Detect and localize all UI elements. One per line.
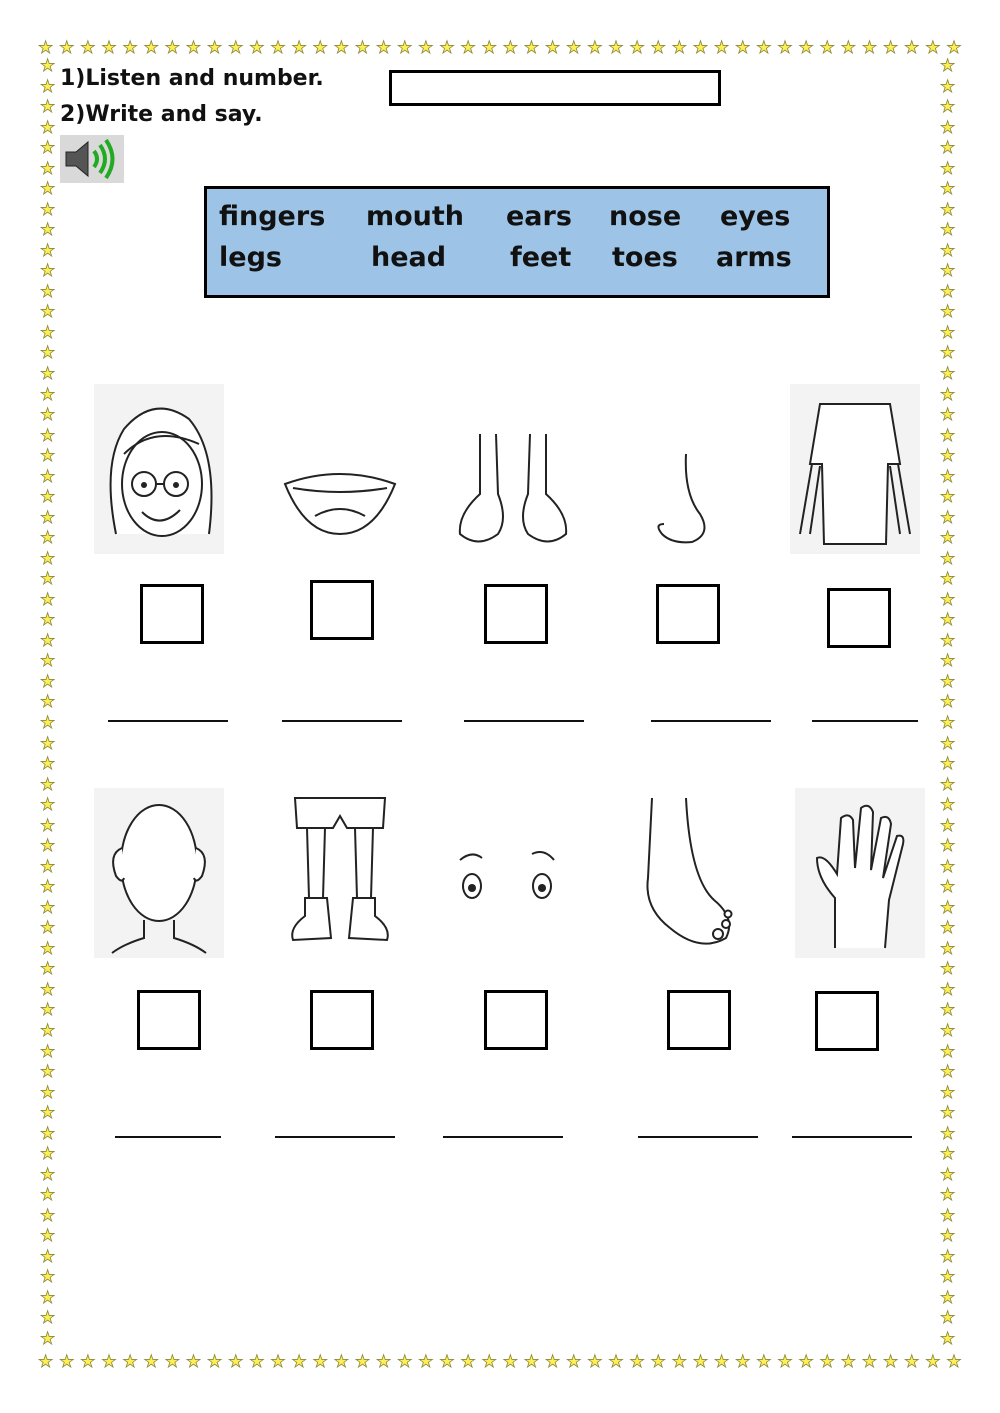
star-icon: ★	[940, 897, 956, 918]
word-bank-word: arms	[716, 242, 792, 273]
star-icon: ★	[354, 38, 371, 58]
star-icon: ★	[40, 1123, 56, 1144]
star-icon: ★	[756, 1352, 772, 1372]
star-icon: ★	[940, 240, 956, 261]
star-icon: ★	[40, 795, 56, 816]
star-icon: ★	[333, 1352, 349, 1372]
star-icon: ★	[798, 1352, 814, 1372]
write-line[interactable]	[812, 720, 918, 722]
star-icon: ★	[819, 1352, 835, 1372]
star-icon: ★	[40, 610, 56, 631]
star-icon: ★	[940, 1103, 956, 1124]
star-icon: ★	[185, 38, 202, 58]
star-icon: ★	[291, 38, 307, 58]
star-icon: ★	[207, 1352, 223, 1372]
star-icon: ★	[940, 1062, 956, 1083]
star-icon: ★	[523, 38, 540, 58]
star-icon: ★	[481, 1352, 497, 1372]
star-icon: ★	[940, 856, 956, 877]
write-line[interactable]	[464, 720, 584, 722]
star-icon: ★	[249, 38, 265, 58]
star-icon: ★	[40, 630, 56, 651]
star-icon: ★	[940, 651, 956, 672]
star-icon: ★	[376, 38, 392, 58]
legs-icon	[275, 788, 405, 958]
star-icon: ★	[629, 38, 645, 58]
star-icon: ★	[40, 754, 56, 775]
star-icon: ★	[59, 38, 75, 58]
star-icon: ★	[40, 138, 56, 159]
star-icon: ★	[40, 1308, 56, 1329]
star-icon: ★	[143, 1352, 159, 1372]
star-icon: ★	[40, 179, 56, 200]
star-icon: ★	[40, 1000, 56, 1021]
star-icon: ★	[940, 1226, 956, 1247]
star-icon: ★	[40, 240, 56, 261]
star-icon: ★	[40, 815, 56, 836]
star-icon: ★	[819, 38, 835, 58]
write-line[interactable]	[651, 720, 771, 722]
star-icon: ★	[40, 220, 56, 241]
star-icon: ★	[38, 38, 54, 58]
star-icon: ★	[940, 692, 956, 713]
star-icon: ★	[940, 363, 956, 384]
star-icon: ★	[40, 199, 56, 220]
star-icon: ★	[40, 117, 56, 138]
star-icon: ★	[940, 343, 956, 364]
star-icon: ★	[940, 405, 956, 426]
star-icon: ★	[228, 1352, 244, 1372]
star-icon: ★	[650, 1352, 666, 1372]
star-icon: ★	[940, 466, 956, 487]
speaker-icon[interactable]	[60, 135, 124, 183]
star-icon: ★	[940, 261, 956, 282]
star-icon: ★	[40, 281, 56, 302]
star-icon: ★	[122, 38, 138, 58]
write-line[interactable]	[275, 1136, 395, 1138]
star-icon: ★	[270, 38, 286, 58]
star-icon: ★	[40, 979, 56, 1000]
star-icon: ★	[333, 38, 349, 58]
write-line[interactable]	[443, 1136, 563, 1138]
word-bank-word: head	[371, 242, 447, 273]
word-bank-word: ears	[506, 201, 572, 232]
star-icon: ★	[40, 836, 56, 857]
star-icon: ★	[940, 425, 956, 446]
star-icon: ★	[940, 733, 956, 754]
number-box[interactable]	[484, 584, 548, 644]
star-icon: ★	[671, 38, 687, 58]
number-box[interactable]	[137, 990, 201, 1050]
star-icon: ★	[940, 610, 956, 631]
star-icon: ★	[940, 322, 956, 343]
star-icon: ★	[40, 322, 56, 343]
star-icon: ★	[40, 363, 56, 384]
star-icon: ★	[502, 38, 518, 58]
star-icon: ★	[940, 1267, 956, 1288]
star-icon: ★	[940, 938, 956, 959]
star-icon: ★	[40, 692, 56, 713]
star-icon: ★	[40, 1185, 56, 1206]
fingers-icon	[795, 788, 925, 958]
star-icon: ★	[940, 507, 956, 528]
star-icon: ★	[40, 405, 56, 426]
star-icon: ★	[40, 569, 56, 590]
ears-icon	[94, 788, 224, 958]
star-border-right	[940, 58, 955, 1348]
star-icon: ★	[798, 38, 814, 58]
star-icon: ★	[940, 117, 956, 138]
star-icon: ★	[40, 1246, 56, 1267]
star-icon: ★	[940, 220, 956, 241]
star-icon: ★	[587, 38, 603, 58]
star-icon: ★	[904, 38, 920, 58]
star-icon: ★	[164, 1352, 180, 1372]
number-box[interactable]	[656, 584, 720, 644]
star-icon: ★	[40, 918, 56, 939]
star-icon: ★	[40, 651, 56, 672]
star-icon: ★	[40, 959, 56, 980]
arms-icon	[790, 384, 920, 554]
star-icon: ★	[40, 938, 56, 959]
star-icon: ★	[249, 1352, 265, 1372]
star-icon: ★	[101, 1352, 117, 1372]
star-icon: ★	[545, 38, 561, 58]
star-icon: ★	[940, 1000, 956, 1021]
star-icon: ★	[354, 1352, 371, 1372]
star-icon: ★	[40, 1205, 56, 1226]
word-bank-word: legs	[219, 242, 282, 273]
star-icon: ★	[40, 897, 56, 918]
star-icon: ★	[940, 199, 956, 220]
star-icon: ★	[312, 38, 328, 58]
star-icon: ★	[946, 38, 962, 58]
star-icon: ★	[101, 38, 117, 58]
star-icon: ★	[735, 1352, 751, 1372]
star-icon: ★	[940, 76, 956, 97]
star-icon: ★	[40, 507, 56, 528]
number-box[interactable]	[310, 990, 374, 1050]
write-line[interactable]	[115, 1136, 221, 1138]
write-line[interactable]	[638, 1136, 758, 1138]
star-border-left	[40, 58, 55, 1348]
star-icon: ★	[40, 76, 56, 97]
star-icon: ★	[40, 856, 56, 877]
star-icon: ★	[40, 1103, 56, 1124]
star-icon: ★	[940, 918, 956, 939]
name-field[interactable]	[389, 70, 721, 106]
star-icon: ★	[940, 630, 956, 651]
number-box[interactable]	[815, 991, 879, 1051]
star-icon: ★	[40, 528, 56, 549]
write-line[interactable]	[282, 720, 402, 722]
star-icon: ★	[940, 569, 956, 590]
star-icon: ★	[270, 1352, 286, 1372]
star-icon: ★	[692, 1352, 709, 1372]
star-icon: ★	[629, 1352, 645, 1372]
star-icon: ★	[40, 302, 56, 323]
number-box[interactable]	[827, 588, 891, 648]
star-icon: ★	[40, 1267, 56, 1288]
star-icon: ★	[940, 1287, 956, 1308]
star-icon: ★	[460, 38, 476, 58]
star-icon: ★	[40, 774, 56, 795]
star-icon: ★	[40, 1164, 56, 1185]
word-bank-word: fingers	[219, 201, 326, 232]
star-icon: ★	[40, 589, 56, 610]
star-icon: ★	[40, 1287, 56, 1308]
star-border-bottom	[38, 1354, 962, 1371]
star-icon: ★	[940, 836, 956, 857]
number-box[interactable]	[667, 990, 731, 1050]
star-icon: ★	[946, 1352, 962, 1372]
write-line[interactable]	[108, 720, 228, 722]
star-icon: ★	[502, 1352, 518, 1372]
star-icon: ★	[714, 38, 730, 58]
star-icon: ★	[777, 1352, 793, 1372]
star-icon: ★	[40, 384, 56, 405]
word-bank-word: eyes	[720, 201, 791, 232]
star-icon: ★	[940, 1144, 956, 1165]
star-icon: ★	[439, 38, 455, 58]
star-icon: ★	[460, 1352, 476, 1372]
star-icon: ★	[40, 1328, 56, 1349]
star-icon: ★	[38, 1352, 54, 1372]
star-icon: ★	[608, 38, 624, 58]
star-icon: ★	[143, 38, 159, 58]
star-icon: ★	[940, 1020, 956, 1041]
star-icon: ★	[40, 343, 56, 364]
star-icon: ★	[566, 1352, 582, 1372]
star-icon: ★	[40, 548, 56, 569]
star-icon: ★	[940, 979, 956, 1000]
star-icon: ★	[80, 1352, 96, 1372]
star-icon: ★	[940, 1328, 956, 1349]
star-icon: ★	[418, 1352, 434, 1372]
star-icon: ★	[587, 1352, 603, 1372]
head-icon	[94, 384, 224, 554]
star-icon: ★	[207, 38, 223, 58]
star-icon: ★	[940, 302, 956, 323]
star-icon: ★	[940, 56, 956, 76]
star-icon: ★	[940, 815, 956, 836]
number-box[interactable]	[140, 584, 204, 644]
star-icon: ★	[940, 1308, 956, 1329]
star-icon: ★	[40, 446, 56, 467]
star-icon: ★	[40, 97, 56, 118]
star-icon: ★	[80, 38, 96, 58]
word-bank-word: nose	[609, 201, 682, 232]
star-icon: ★	[940, 138, 956, 159]
star-icon: ★	[122, 1352, 138, 1372]
star-icon: ★	[883, 38, 899, 58]
star-icon: ★	[940, 1205, 956, 1226]
star-icon: ★	[376, 1352, 392, 1372]
star-icon: ★	[925, 1352, 941, 1372]
star-icon: ★	[650, 38, 666, 58]
star-icon: ★	[940, 1123, 956, 1144]
star-icon: ★	[861, 38, 878, 58]
star-icon: ★	[40, 56, 56, 76]
word-bank	[204, 186, 830, 298]
star-icon: ★	[940, 281, 956, 302]
star-icon: ★	[756, 38, 772, 58]
star-icon: ★	[940, 384, 956, 405]
star-icon: ★	[40, 261, 56, 282]
star-icon: ★	[940, 1041, 956, 1062]
star-icon: ★	[40, 1226, 56, 1247]
star-icon: ★	[940, 671, 956, 692]
star-icon: ★	[940, 446, 956, 467]
star-icon: ★	[714, 1352, 730, 1372]
star-icon: ★	[940, 1246, 956, 1267]
star-icon: ★	[840, 1352, 856, 1372]
star-icon: ★	[40, 1082, 56, 1103]
star-icon: ★	[861, 1352, 878, 1372]
write-line[interactable]	[792, 1136, 912, 1138]
star-icon: ★	[692, 38, 709, 58]
star-icon: ★	[940, 548, 956, 569]
star-icon: ★	[566, 38, 582, 58]
star-border-top	[38, 40, 962, 57]
star-icon: ★	[940, 589, 956, 610]
word-bank-word: toes	[612, 242, 678, 273]
star-icon: ★	[940, 97, 956, 118]
eyes-icon	[448, 788, 578, 958]
star-icon: ★	[940, 487, 956, 508]
word-bank-word: mouth	[366, 201, 465, 232]
star-icon: ★	[777, 38, 793, 58]
star-icon: ★	[925, 38, 941, 58]
star-icon: ★	[940, 774, 956, 795]
instruction-write: 2)Write and say.	[60, 102, 263, 127]
number-box[interactable]	[484, 990, 548, 1050]
star-icon: ★	[312, 1352, 328, 1372]
word-bank-word: feet	[510, 242, 572, 273]
star-icon: ★	[40, 1020, 56, 1041]
feet-icon	[448, 384, 578, 554]
star-icon: ★	[840, 38, 856, 58]
star-icon: ★	[940, 1164, 956, 1185]
star-icon: ★	[904, 1352, 920, 1372]
star-icon: ★	[40, 1062, 56, 1083]
star-icon: ★	[940, 528, 956, 549]
star-icon: ★	[40, 713, 56, 733]
star-icon: ★	[40, 877, 56, 898]
star-icon: ★	[940, 1185, 956, 1206]
star-icon: ★	[397, 38, 413, 58]
star-icon: ★	[545, 1352, 561, 1372]
star-icon: ★	[40, 1144, 56, 1165]
star-icon: ★	[608, 1352, 624, 1372]
star-icon: ★	[481, 38, 497, 58]
star-icon: ★	[291, 1352, 307, 1372]
star-icon: ★	[40, 487, 56, 508]
star-icon: ★	[735, 38, 751, 58]
star-icon: ★	[40, 671, 56, 692]
toes-icon	[630, 788, 760, 958]
star-icon: ★	[671, 1352, 687, 1372]
star-icon: ★	[228, 38, 244, 58]
mouth-icon	[275, 384, 405, 554]
star-icon: ★	[164, 38, 180, 58]
star-icon: ★	[40, 425, 56, 446]
star-icon: ★	[940, 959, 956, 980]
star-icon: ★	[418, 38, 434, 58]
star-icon: ★	[940, 795, 956, 816]
star-icon: ★	[940, 877, 956, 898]
star-icon: ★	[940, 158, 956, 179]
star-icon: ★	[40, 466, 56, 487]
star-icon: ★	[940, 1082, 956, 1103]
star-icon: ★	[523, 1352, 540, 1372]
star-icon: ★	[940, 713, 956, 733]
star-icon: ★	[40, 733, 56, 754]
star-icon: ★	[940, 754, 956, 775]
star-icon: ★	[59, 1352, 75, 1372]
instruction-listen: 1)Listen and number.	[60, 66, 324, 91]
star-icon: ★	[940, 179, 956, 200]
star-icon: ★	[439, 1352, 455, 1372]
star-icon: ★	[185, 1352, 202, 1372]
star-icon: ★	[40, 158, 56, 179]
number-box[interactable]	[310, 580, 374, 640]
star-icon: ★	[397, 1352, 413, 1372]
nose-icon	[622, 384, 752, 554]
star-icon: ★	[40, 1041, 56, 1062]
star-icon: ★	[883, 1352, 899, 1372]
